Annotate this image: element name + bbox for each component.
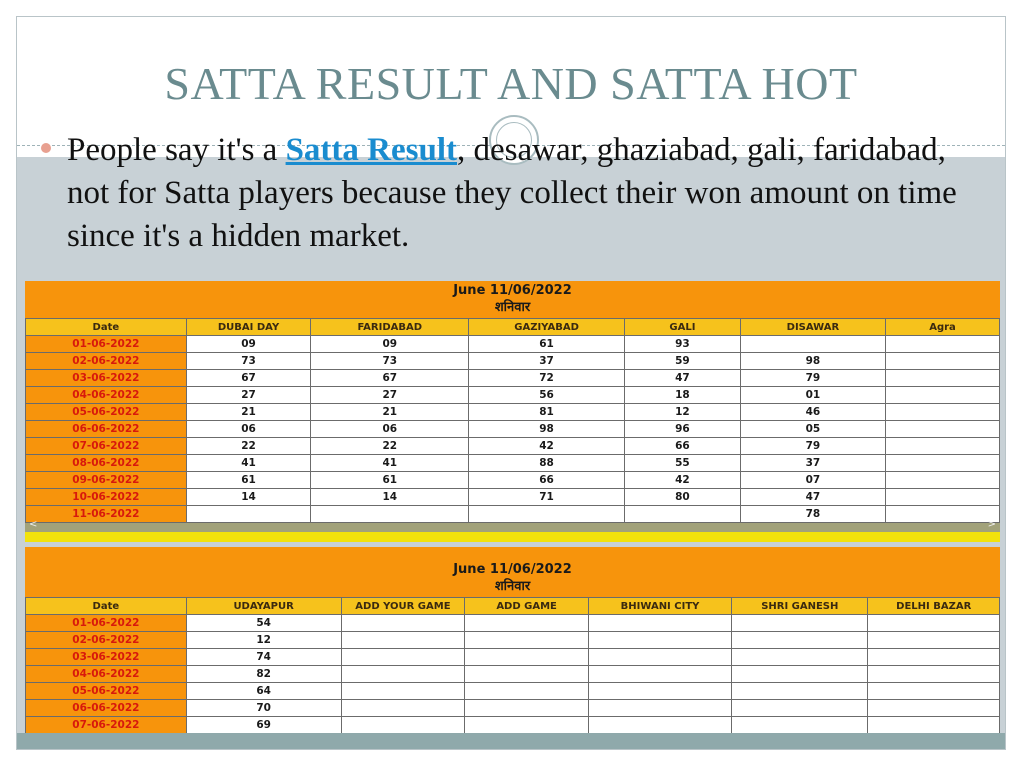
table-row [26,455,1000,472]
result-cell [886,438,1000,455]
bullet-paragraph [67,129,987,258]
date-cell: 07-06-2022 [26,717,187,734]
results-table-1 [25,281,1000,542]
result-cell: 66 [624,438,740,455]
column-header: ADD YOUR GAME [341,598,465,615]
result-cell [588,615,731,632]
result-cell [341,632,465,649]
result-cell [868,615,1000,632]
result-cell [732,717,868,734]
bullet-text-after: , desawar, ghaziabad, gali, faridabad, not for Satta players because they collect their won amount on time since it's a hidden market. [67,132,957,254]
satta-result-link[interactable]: Satta Result [285,132,457,168]
table-1-heading: June 11/06/2022 [453,283,572,298]
result-cell [465,717,589,734]
result-cell [868,666,1000,683]
result-cell [588,683,731,700]
result-cell: 47 [740,489,885,506]
result-cell: 21 [186,404,311,421]
result-cell: 21 [311,404,469,421]
result-cell [740,336,885,353]
result-cell: 69 [186,717,341,734]
result-cell: 22 [311,438,469,455]
result-cell: 80 [624,489,740,506]
table-row [26,632,1000,649]
result-cell [465,615,589,632]
date-cell: 09-06-2022 [26,472,187,489]
result-cell: 27 [311,387,469,404]
date-cell: 11-06-2022 [26,506,187,523]
date-cell: 06-06-2022 [26,700,187,717]
result-cell [341,700,465,717]
results-table-2 [25,547,1000,737]
slide-bottom-bar [17,733,1005,749]
date-cell: 04-06-2022 [26,387,187,404]
bullet-text-before: People say it's a [67,132,286,168]
result-cell: 98 [469,421,625,438]
result-cell [465,700,589,717]
result-cell: 06 [311,421,469,438]
table-2-heading: June 11/06/2022 [453,562,572,577]
table-row [26,649,1000,666]
result-cell [886,370,1000,387]
slide-title: SATTA RESULT AND SATTA HOT [164,58,858,109]
table-2-grid [25,597,1000,734]
date-cell: 01-06-2022 [26,336,187,353]
result-cell [886,404,1000,421]
table-row [26,421,1000,438]
result-cell [732,683,868,700]
table-row [26,615,1000,632]
result-cell: 55 [624,455,740,472]
result-cell [886,353,1000,370]
result-cell [732,649,868,666]
column-header: Agra [886,319,1000,336]
result-cell [588,632,731,649]
result-cell [868,649,1000,666]
result-cell: 54 [186,615,341,632]
result-cell: 64 [186,683,341,700]
date-cell: 02-06-2022 [26,632,187,649]
table-row [26,717,1000,734]
table-row [26,506,1000,523]
slide [16,16,1006,750]
result-cell: 37 [469,353,625,370]
result-cell: 74 [186,649,341,666]
column-header: Date [26,319,187,336]
date-cell: 04-06-2022 [26,666,187,683]
result-cell: 79 [740,438,885,455]
result-cell: 12 [186,632,341,649]
result-cell: 12 [624,404,740,421]
result-cell [341,615,465,632]
result-cell [186,506,311,523]
result-cell: 07 [740,472,885,489]
horizontal-scrollbar[interactable] [25,519,1000,532]
table-row [26,683,1000,700]
result-cell [886,336,1000,353]
table-row [26,666,1000,683]
result-cell: 27 [186,387,311,404]
result-cell [341,666,465,683]
table-row [26,336,1000,353]
table-1-grid [25,318,1000,523]
column-header: DUBAI DAY [186,319,311,336]
result-cell: 47 [624,370,740,387]
result-cell [886,506,1000,523]
result-cell [886,455,1000,472]
result-cell: 22 [186,438,311,455]
result-cell: 46 [740,404,885,421]
result-cell: 42 [624,472,740,489]
table-1-subheading: शनिवार [494,300,531,315]
bullet-dot-icon [41,143,51,153]
date-cell: 02-06-2022 [26,353,187,370]
scroll-left-icon[interactable]: < [29,519,38,530]
result-cell: 06 [186,421,311,438]
result-cell: 98 [740,353,885,370]
result-cell: 56 [469,387,625,404]
result-cell [868,717,1000,734]
column-header: SHRI GANESH [732,598,868,615]
column-header: DISAWAR [740,319,885,336]
result-cell: 70 [186,700,341,717]
result-cell [341,683,465,700]
table-row [26,489,1000,506]
table-row [26,438,1000,455]
result-cell [465,666,589,683]
result-cell: 93 [624,336,740,353]
result-cell [588,666,731,683]
result-cell [311,506,469,523]
date-cell: 05-06-2022 [26,683,187,700]
result-cell [341,649,465,666]
date-cell: 03-06-2022 [26,649,187,666]
result-cell: 66 [469,472,625,489]
table-2-heading-block [25,547,1000,597]
scroll-right-icon[interactable]: > [987,519,996,530]
column-header: FARIDABAD [311,319,469,336]
result-cell: 96 [624,421,740,438]
result-cell: 61 [469,336,625,353]
result-cell: 67 [186,370,311,387]
result-cell [886,387,1000,404]
date-cell: 01-06-2022 [26,615,187,632]
result-cell [588,717,731,734]
result-cell: 01 [740,387,885,404]
date-cell: 10-06-2022 [26,489,187,506]
result-cell: 79 [740,370,885,387]
result-cell [341,717,465,734]
result-cell [868,632,1000,649]
date-cell: 07-06-2022 [26,438,187,455]
column-header: BHIWANI CITY [588,598,731,615]
result-cell: 71 [469,489,625,506]
result-cell: 37 [740,455,885,472]
result-cell: 88 [469,455,625,472]
date-cell: 03-06-2022 [26,370,187,387]
result-cell: 09 [311,336,469,353]
result-cell: 18 [624,387,740,404]
result-cell [886,489,1000,506]
table-row [26,404,1000,421]
table-1-heading-block [25,281,1000,318]
column-header: ADD GAME [465,598,589,615]
table-row [26,700,1000,717]
result-cell: 61 [311,472,469,489]
date-cell: 06-06-2022 [26,421,187,438]
table-2-subheading: शनिवार [494,579,531,594]
result-cell [588,700,731,717]
result-cell: 14 [186,489,311,506]
result-cell [465,649,589,666]
result-cell: 41 [186,455,311,472]
result-cell: 05 [740,421,885,438]
result-cell: 73 [186,353,311,370]
result-cell [732,700,868,717]
date-cell: 08-06-2022 [26,455,187,472]
result-cell [868,683,1000,700]
result-cell [732,615,868,632]
result-cell [732,632,868,649]
result-cell [886,472,1000,489]
table-row [26,472,1000,489]
column-header: Date [26,598,187,615]
result-cell: 61 [186,472,311,489]
result-cell [588,649,731,666]
result-cell: 73 [311,353,469,370]
result-cell: 81 [469,404,625,421]
column-header: GALI [624,319,740,336]
result-cell: 82 [186,666,341,683]
result-cell [624,506,740,523]
result-cell [886,421,1000,438]
column-header: DELHI BAZAR [868,598,1000,615]
result-cell [465,683,589,700]
result-cell: 67 [311,370,469,387]
result-cell: 59 [624,353,740,370]
result-cell [469,506,625,523]
table-row [26,387,1000,404]
result-cell: 09 [186,336,311,353]
table-row [26,370,1000,387]
column-header: UDAYAPUR [186,598,341,615]
result-cell [868,700,1000,717]
result-cell: 72 [469,370,625,387]
result-cell: 78 [740,506,885,523]
result-cell [465,632,589,649]
date-cell: 05-06-2022 [26,404,187,421]
result-cell: 41 [311,455,469,472]
table-row [26,353,1000,370]
result-cell: 14 [311,489,469,506]
separator-strip [25,532,1000,542]
result-cell: 42 [469,438,625,455]
result-cell [732,666,868,683]
column-header: GAZIYABAD [469,319,625,336]
